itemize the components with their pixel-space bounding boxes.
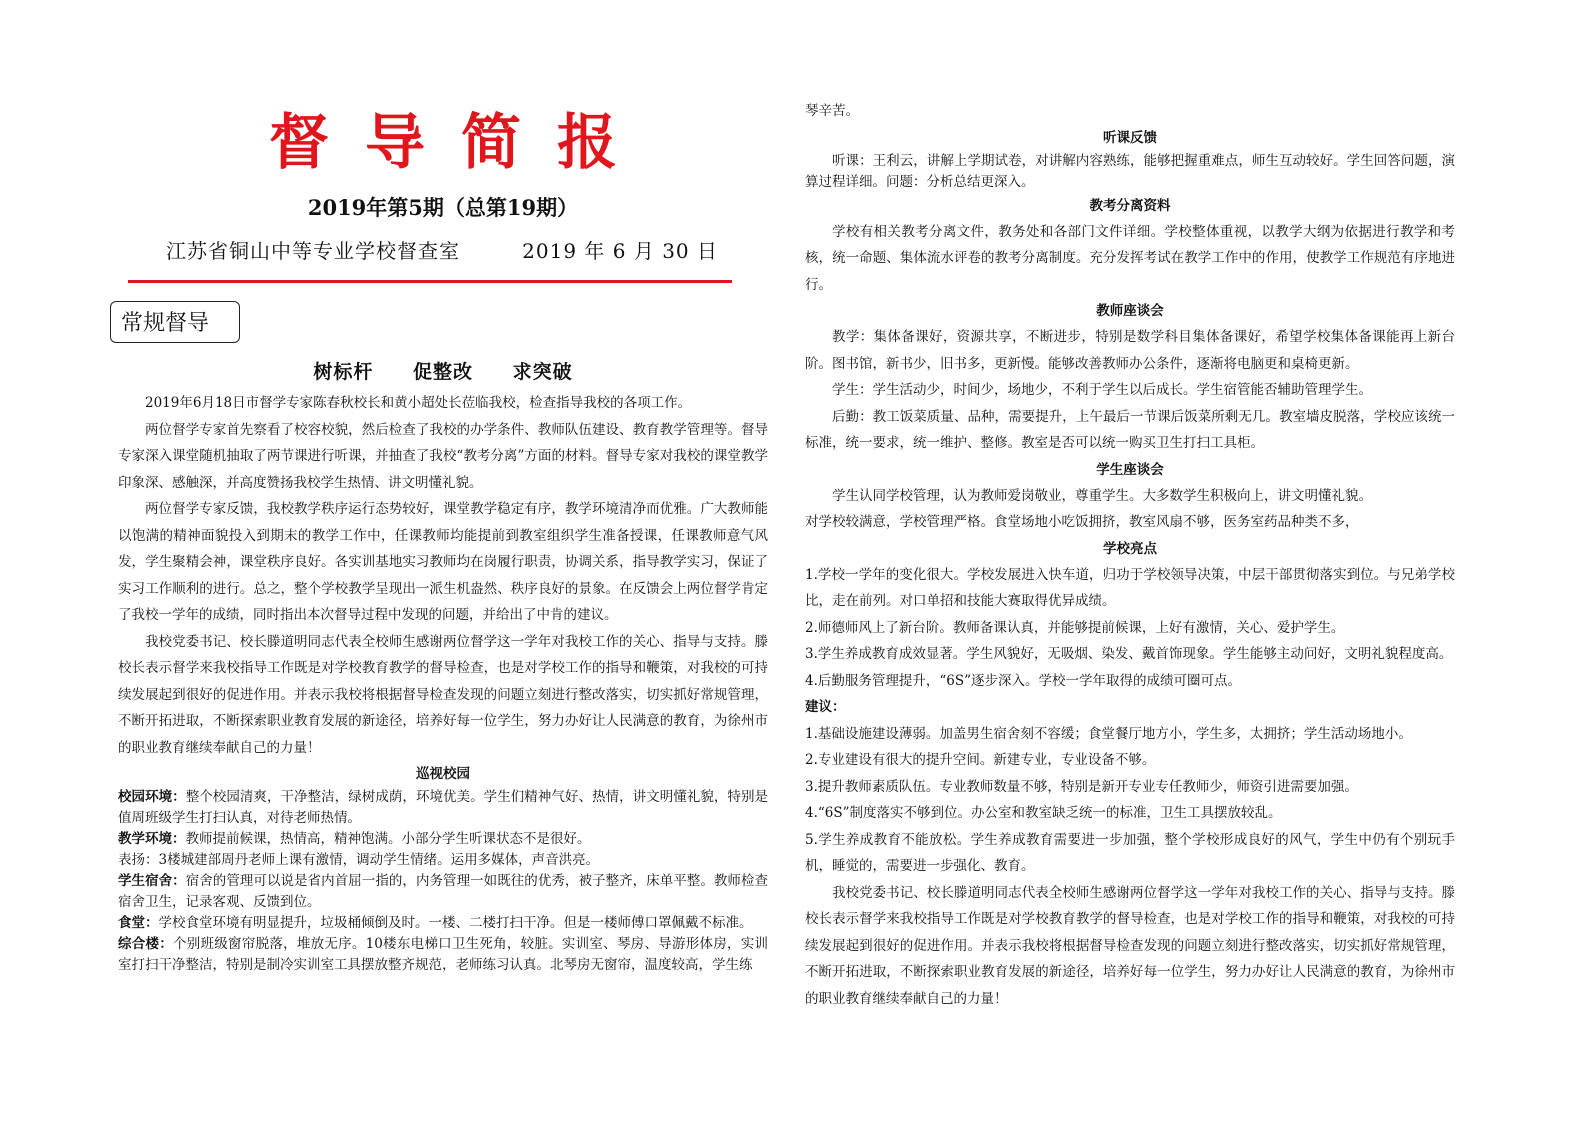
item-text: 整个校园清爽，干净整洁，绿树成荫，环境优美。学生们精神气好、热情，讲文明懂礼貌，特别是值周班级学生打扫认真，对待老师热情。	[118, 789, 769, 826]
paragraph: 后勤：教工饭菜质量、品种，需要提升，上午最后一节课后饭菜所剩无几。教室墙皮脱落，学校应该统一标准，统一要求，统一维护、整修。教室是否可以统一购买卫生打扫工具柜。	[805, 408, 1455, 451]
continuation-text: 琴辛苦。	[805, 103, 859, 119]
item-label: 学生宿舍：	[118, 873, 186, 889]
item-label: 综合楼：	[118, 936, 174, 952]
patrol-section	[118, 761, 768, 976]
item-text: 表扬：3楼城建部周丹老师上课有激情，调动学生情绪。运用多媒体，声音洪亮。	[118, 852, 600, 868]
issue-number: 2019年第5期（总第19期）	[307, 195, 579, 220]
intro-text	[118, 390, 768, 761]
patrol-item	[118, 871, 768, 913]
item-text: 学校食堂环境有明显提升，垃圾桶倾倒及时。一楼、二楼打扫干净。但是一楼师傅口罩佩戴不标准。	[158, 915, 753, 931]
list-item: 2.专业建设有很大的提升空间。新建专业，专业设备不够。	[805, 752, 1156, 768]
paragraph: 教学：集体备课好，资源共享，不断进步，特别是数学科目集体备课好，希望学校集体备课能再上新台阶。图书馆，新书少，旧书多，更新慢。能够改善教师办公条件，逐渐将电脑更和桌椅更新。	[805, 329, 1455, 372]
list-item: 4.后勤服务管理提升，“6S”逐步深入。学校一学年取得的成绩可圈可点。	[805, 672, 1242, 689]
section-tag: 常规督导	[110, 301, 240, 343]
paragraph: 对学校较满意，学校管理严格。食堂场地小吃饭拥挤，教室风扇不够，医务室药品种类不多，	[805, 514, 1359, 530]
paragraph: 学校有相关教考分离文件，教务处和各部门文件详细。学校整体重视，以教学大纲为依据进行教学和考核，统一命题、集体流水评卷的教考分离制度。充分发挥考试在教学工作中的作用，使教学工作规范有序地进行。	[805, 223, 1455, 293]
item-text: 教师提前候课，热情高，精神饱满。小部分学生听课状态不是很好。	[185, 831, 591, 847]
paragraph: 我校党委书记、校长滕道明同志代表全校师生感谢两位督学这一学年对我校工作的关心、指导与支持。滕校长表示督学来我校指导工作既是对学校教育教学的督导检查，也是对学校工作的指导和鞭策，对我校的可持续发展起到很好的促进作用。并表示我校将根据督导检查发现的问题立刻进行整改落实，切实抓好常规管理，不断开拓进取，不断探索职业教育发展的新途径，培养好每一位学生，努力办好让人民满意的教育，为徐州市的职业教育继续奉献自己的力量！	[118, 633, 768, 756]
section-heading: 教师座谈会	[1096, 303, 1164, 319]
article-headline	[118, 357, 768, 384]
patrol-item	[118, 829, 768, 850]
item-text: 宿舍的管理可以说是省内首屈一指的，内务管理一如既往的优秀，被子整齐，床单平整。教师检查宿舍卫生，记录客观、反馈到位。	[118, 873, 769, 910]
headline-part: 求突破	[512, 361, 573, 383]
paragraph: 两位督学专家反馈，我校教学秩序运行态势较好，课堂教学稳定有序，教学环境清净而优雅。广大教师能以饱满的精神面貌投入到期末的教学工作中，任课教师均能提前到教室组织学生准备授课，任课教师意气风发，学生聚精会神，课堂秩序良好。各实训基地实习教师均在岗履行职责，协调关系，指导教学实习，保证了实习工作顺利的进行。总之，整个学校教学呈现出一派生机盎然、秩序良好的景象。在反馈会上两位督学肯定了我校一学年的成绩，同时指出本次督导过程中发现的问题，并给出了中肯的建议。	[118, 501, 768, 623]
closing-paragraph: 我校党委书记、校长滕道明同志代表全校师生感谢两位督学这一学年对我校工作的关心、指导与支持。滕校长表示督学来我校指导工作既是对学校教育教学的督导检查，也是对学校工作的指导和鞭策，对我校的可持续发展起到很好的促进作用。并表示我校将根据督导检查发现的问题立刻进行整改落实，切实抓好常规管理，不断开拓进取，不断探索职业教育发展的新途径，培养好每一位学生，努力办好让人民满意的教育，为徐州市的职业教育继续奉献自己的力量！	[805, 884, 1455, 1007]
masthead-title: 督导简报	[269, 108, 653, 178]
item-label: 食堂：	[118, 915, 159, 931]
list-item: 1.学校一学年的变化很大。学校发展进入快车道，归功于学校领导决策，中层干部贯彻落实到位。与兄弟学校比，走在前列。对口单招和技能大赛取得优异成绩。	[805, 566, 1455, 609]
list-item: 3.学生养成教育成效显著。学生风貌好，无吸烟、染发、戴首饰现象。学生能够主动问好，文明礼貌程度高。	[805, 646, 1453, 662]
left-column	[118, 96, 768, 976]
list-item: 2.师德师风上了新台阶。教师备课认真，并能够提前候课，上好有激情，关心、爱护学生。	[805, 619, 1345, 636]
paragraph: 学生认同学校管理，认为教师爱岗敬业，尊重学生。大多数学生积极向上，讲文明懂礼貌。	[832, 487, 1372, 504]
org-date-line	[118, 236, 768, 266]
item-text: 个别班级窗帘脱落，堆放无序。10楼东电梯口卫生死角，较脏。实训室、琴房、导游形体房，实训室打扫干净整洁，特别是制冷实训室工具摆放整齐规范，老师练习认真。北琴房无窗帘，温度较高，学生练	[118, 936, 768, 973]
item-label: 校园环境：	[118, 789, 186, 805]
section-heading: 听课反馈	[1103, 129, 1157, 146]
item-label: 教学环境：	[118, 831, 186, 847]
section-heading: 学校亮点	[1103, 540, 1157, 557]
list-item: 1.基础设施建设薄弱。加盖男生宿舍刻不容缓；食堂餐厅地方小，学生多，太拥挤；学生活动场地小。	[805, 725, 1412, 742]
section-heading: 巡视校园	[416, 766, 470, 782]
issue-date: 2019 年 6 月 30 日	[522, 239, 718, 263]
paragraph: 两位督学专家首先察看了校容校貌，然后检查了我校的办学条件、教师队伍建设、教育教学管理等。督导专家深入课堂随机抽取了两节课进行听课，并抽查了我校“教考分离”方面的材料。督导专家对我校的课堂教学印象深、感触深，并高度赞扬我校学生热情、讲文明懂礼貌。	[118, 421, 768, 491]
patrol-item	[118, 913, 768, 934]
issuing-office: 江苏省铜山中等专业学校督查室	[166, 239, 460, 263]
headline-part: 促整改	[412, 361, 473, 383]
paragraph: 2019年6月18日市督学专家陈春秋校长和黄小超处长莅临我校，检查指导我校的各项工作。	[145, 395, 692, 411]
patrol-item	[118, 934, 768, 976]
list-item: 4.“6S”制度落实不够到位。办公室和教室缺乏统一的标准，卫生工具摆放较乱。	[805, 805, 1282, 821]
red-divider	[128, 280, 732, 283]
section-heading: 教考分离资料	[1089, 197, 1171, 214]
patrol-item	[118, 850, 768, 871]
list-item: 5.学生养成教育不能放松。学生养成教育需要进一步加强，整个学校形成良好的风气，学生中仍有个别玩手机，睡觉的，需要进一步强化、教育。	[805, 831, 1455, 874]
headline-part: 树标杆	[313, 361, 374, 383]
paragraph: 学生：学生活动少，时间少，场地少，不利于学生以后成长。学生宿管能否辅助管理学生。	[832, 382, 1372, 398]
patrol-item	[118, 787, 768, 829]
suggestions-heading: 建议：	[805, 699, 846, 715]
section-heading: 学生座谈会	[1096, 461, 1164, 478]
list-item: 3.提升教师素质队伍。专业教师数量不够，特别是新开专业专任教师少，师资引进需要加强。	[805, 778, 1358, 795]
paragraph: 听课：王利云，讲解上学期试卷，对讲解内容熟练，能够把握重难点，师生互动较好。学生回答问题，演算过程详细。问题：分析总结更深入。	[805, 152, 1455, 190]
right-column	[805, 98, 1455, 1012]
